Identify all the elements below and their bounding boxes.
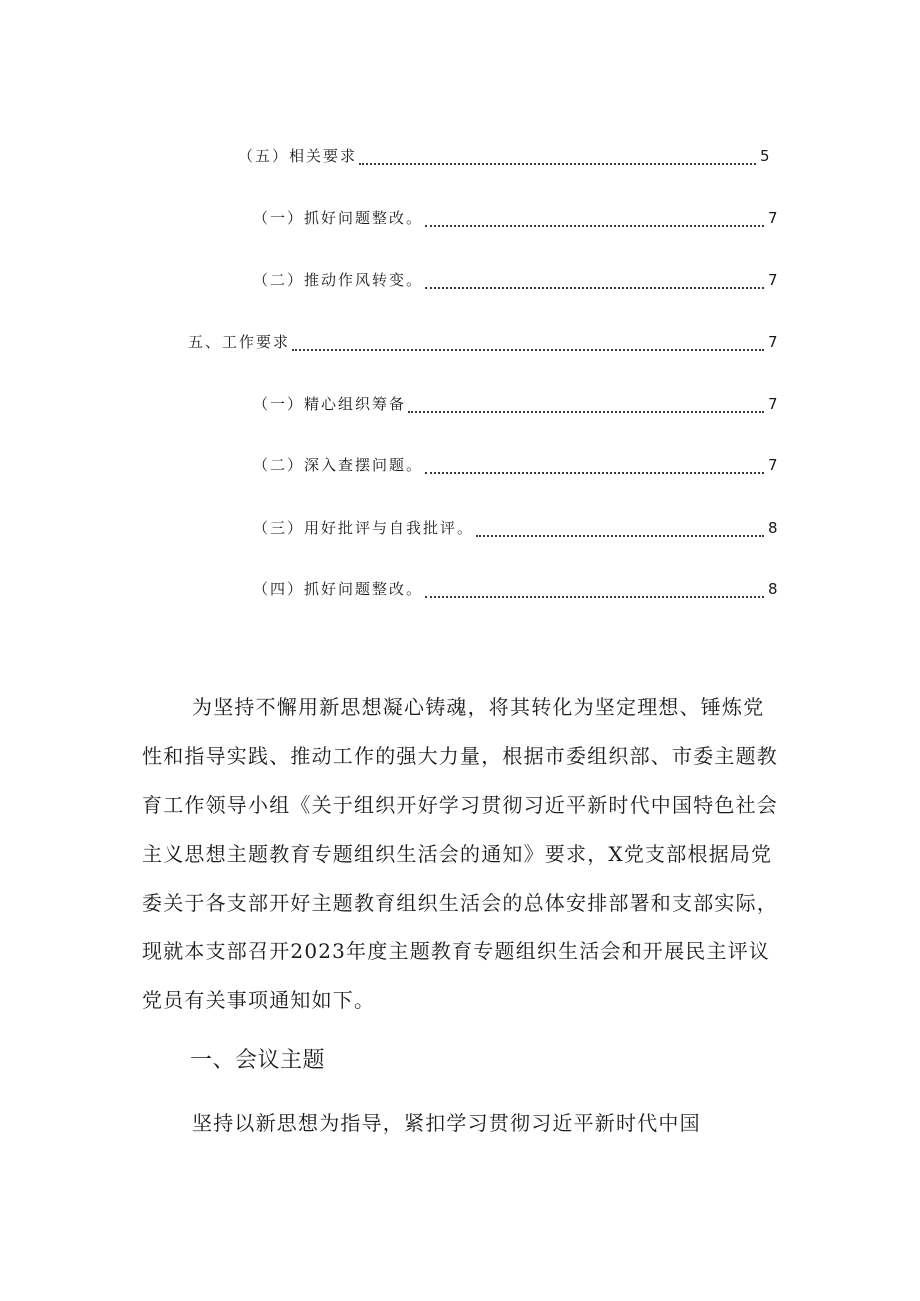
toc-entry-page: 7 [768,395,778,413]
toc-entry[interactable] [0,206,920,230]
toc-entry-page: 7 [768,271,778,289]
section-paragraph-line: 坚持以新思想为指导，紧扣学习贯彻习近平新时代中国 [192,1111,701,1135]
section-heading: 一、会议主题 [190,1048,326,1073]
toc-entry[interactable] [0,268,920,292]
toc-entry-page: 7 [768,456,778,474]
toc-entry[interactable] [0,516,920,540]
toc-entry[interactable] [0,453,920,477]
paragraph-line: 党员有关事项通知如下。 [142,988,376,1012]
paragraph-line: 主义思想主题教育专题组织生活会的通知》要求，X党支部根据局党 [142,842,773,866]
toc-leader-dots [425,211,764,227]
toc-entry-label: （四）抓好问题整改。 [253,580,424,598]
toc-entry-page: 8 [768,519,778,537]
toc-leader-dots [408,397,764,413]
toc-entry-label: （三）用好批评与自我批评。 [253,519,475,537]
toc-leader-dots [292,335,764,351]
paragraph-line: 性和指导实践、推动工作的强大力量，根据市委组织部、市委主题教 [142,744,778,768]
paragraph-line: 为坚持不懈用新思想凝心铸魂，将其转化为坚定理想、锤炼党 [192,695,765,719]
toc-entry-label: （二）深入查摆问题。 [253,456,424,474]
toc-leader-dots [425,582,764,598]
toc-entry[interactable] [0,577,920,601]
toc-entry-page: 7 [768,209,778,227]
toc-entry[interactable] [0,392,920,416]
paragraph-line: 育工作领导小组《关于组织开好学习贯彻习近平新时代中国特色社会 [142,793,778,817]
toc-entry-page: 5 [760,147,770,165]
paragraph-line: 现就本支部召开2023年度主题教育专题组织生活会和开展民主评议 [142,939,771,963]
toc-entry-label: （一）精心组织筹备 [253,395,407,413]
toc-leader-dots [476,521,764,537]
toc-entry-label: （五）相关要求 [238,147,358,165]
toc-entry-label: 五、工作要求 [188,333,291,351]
toc-entry-page: 8 [768,580,778,598]
paragraph-line: 委关于各支部开好主题教育组织生活会的总体安排部署和支部实际， [142,891,778,915]
toc-leader-dots [425,273,764,289]
toc-entry-label: （一）抓好问题整改。 [253,209,424,227]
toc-entry-label: （二）推动作风转变。 [253,271,424,289]
toc-entry[interactable] [0,144,920,168]
toc-leader-dots [359,149,756,165]
toc-entry[interactable] [0,330,920,354]
toc-entry-page: 7 [768,333,778,351]
toc-leader-dots [425,458,764,474]
